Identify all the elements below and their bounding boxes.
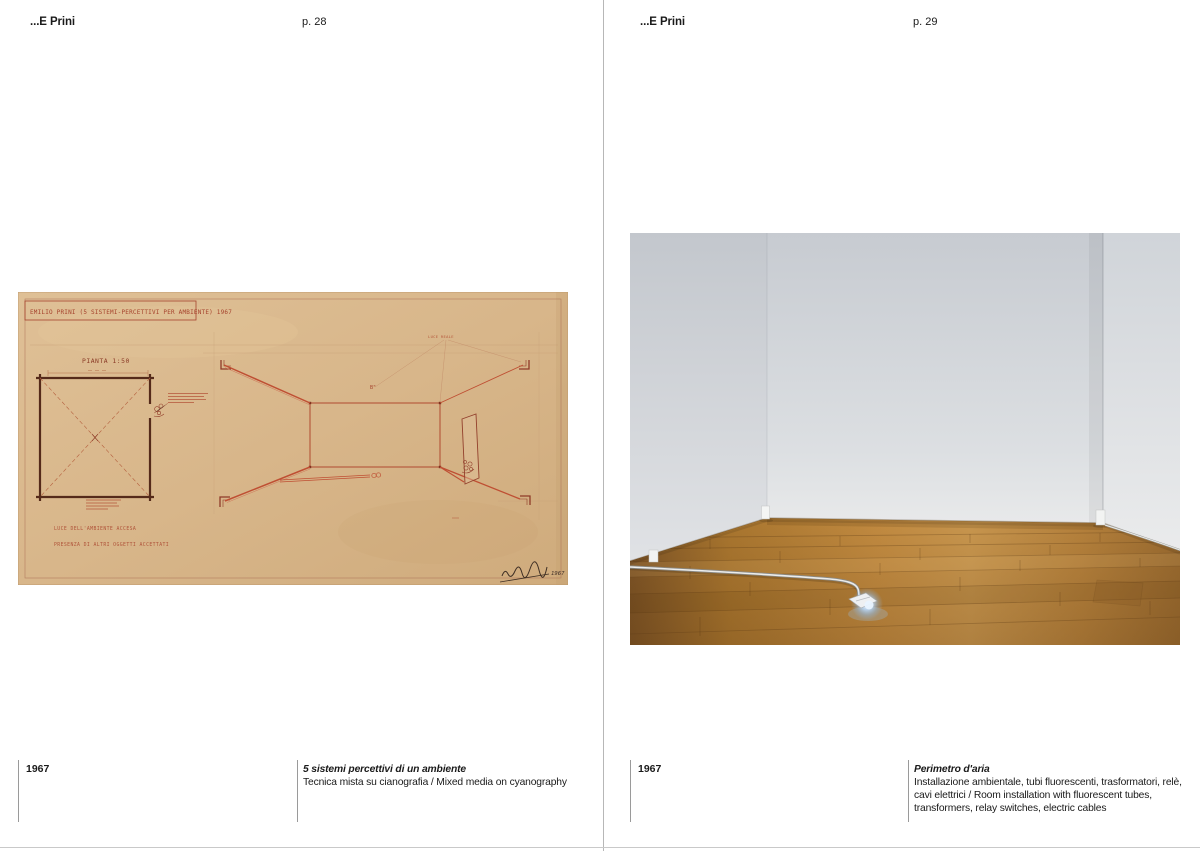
drawing-note-2: PRESENZA DI ALTRI OGGETTI ACCETTATI bbox=[54, 543, 170, 548]
caption-right bbox=[914, 763, 1192, 815]
label-b: B" bbox=[370, 385, 377, 391]
plan-label: PIANTA 1:50 bbox=[82, 357, 130, 365]
label-luce-reale: LUCE REALE bbox=[428, 334, 454, 339]
bottom-edge-rule bbox=[0, 847, 1200, 848]
page-number-right: p. 29 bbox=[913, 16, 938, 28]
page-number-left: p. 28 bbox=[302, 16, 327, 28]
caption-medium-right: Installazione ambientale, tubi fluorescenti, trasformatori, relè, cavi elettrici / Room installation with fluorescent tubes, transformers, relay switches, electric cables bbox=[914, 777, 1182, 814]
caption-rule-year-left bbox=[18, 760, 19, 822]
caption-rule-text-right bbox=[908, 760, 909, 822]
floor-hatch bbox=[1093, 580, 1143, 606]
relay-box-back-right bbox=[1096, 510, 1105, 525]
artwork-technical-drawing bbox=[18, 292, 568, 585]
photo-left-wall bbox=[630, 233, 767, 561]
drawing-title-text: EMILIO PRINI (5 SISTEMI-PERCETTIVI PER AMBIENTE) 1967 bbox=[30, 309, 233, 316]
caption-left bbox=[303, 763, 599, 789]
caption-year-right: 1967 bbox=[638, 763, 662, 775]
page-divider bbox=[603, 0, 604, 851]
caption-year-left: 1967 bbox=[26, 763, 50, 775]
artwork-installation-photo bbox=[630, 233, 1180, 645]
signature-year: 1967 bbox=[551, 571, 565, 577]
artist-name-right: ...E Prini bbox=[640, 16, 686, 28]
relay-box-left-edge bbox=[649, 550, 658, 562]
caption-title-right: Perimetro d'aria bbox=[914, 764, 990, 775]
caption-rule-text-left bbox=[297, 760, 298, 822]
artist-name-left: ...E Prini bbox=[30, 16, 76, 28]
caption-rule-year-right bbox=[630, 760, 631, 822]
photo-right-wall bbox=[1103, 233, 1180, 551]
photo-back-wall bbox=[767, 233, 1103, 523]
relay-box-back-left bbox=[762, 506, 770, 519]
perspective-door bbox=[462, 414, 479, 484]
drawing-note-1: LUCE DELL'AMBIENTE ACCESA bbox=[54, 527, 137, 532]
caption-medium-left: Tecnica mista su cianografia / Mixed media on cyanography bbox=[303, 777, 567, 788]
caption-title-left: 5 sistemi percettivi di un ambiente bbox=[303, 764, 466, 775]
